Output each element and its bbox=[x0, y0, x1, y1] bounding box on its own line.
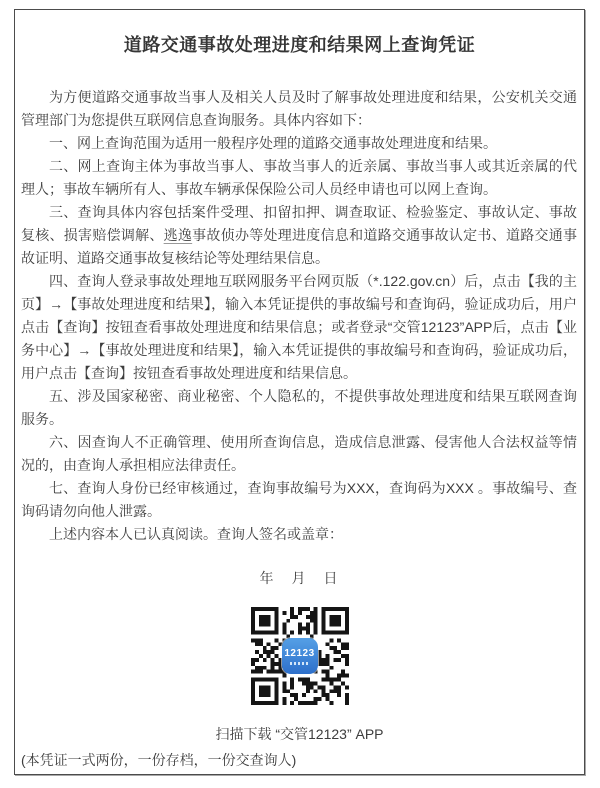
item-3-text-post: 事故侦办等处理进度信息和道路交通事故认定书、道路交通事故证明、道路交通事故复核结论等处理结果信息。 bbox=[21, 227, 578, 266]
item-3-underlined-word: 逃逸 bbox=[163, 227, 193, 243]
app-logo-text: 12123 bbox=[284, 647, 315, 659]
qr-caption: 扫描下载 “交管12123” APP bbox=[215, 726, 384, 742]
qr-section bbox=[15, 607, 584, 744]
certificate-sheet bbox=[14, 9, 585, 775]
closing-signature-line: 上述内容本人已认真阅读。查询人签名或盖章： bbox=[49, 526, 343, 542]
item-1-scope: 一、网上查询范围为适用一般程序处理的道路交通事故处理进度和结果。 bbox=[49, 135, 497, 151]
item-3-text-pre: 三、查询具体内容包括案件受理、扣留扣押、调查取证、检验鉴定、事故认定、事故复核、损害赔偿调解、 bbox=[21, 204, 577, 243]
footer-note: (本凭证一式两份，一份存档，一份交查询人) bbox=[21, 752, 297, 768]
date-line: 年 月 日 bbox=[259, 570, 340, 586]
item-2-subjects: 二、网上查询主体为事故当事人、事故当事人的近亲属、事故当事人或其近亲属的代理人；事故车辆所有人、事故车辆承保保险公司人员经申请也可以网上查询。 bbox=[21, 158, 577, 197]
app-logo-subtext-marks bbox=[290, 662, 310, 665]
item-6-liability: 六、因查询人不正确管理、使用所查询信息，造成信息泄露、侵害他人合法权益等情况的，由查询人承担相应法律责任。 bbox=[21, 434, 577, 473]
item-5-secrets: 五、涉及国家秘密、商业秘密、个人隐私的，不提供事故处理进度和结果互联网查询服务。 bbox=[21, 388, 577, 427]
page-title: 道路交通事故处理进度和结果网上查询凭证 bbox=[123, 35, 476, 55]
certificate-body bbox=[21, 86, 577, 546]
jiaoguan-12123-app-logo bbox=[282, 638, 318, 674]
item-7-codes: 七、查询人身份已经审核通过，查询事故编号为XXX，查询码为XXX 。事故编号、查询码请勿向他人泄露。 bbox=[21, 480, 577, 519]
qr-code bbox=[251, 607, 349, 705]
item-3-contents bbox=[21, 201, 577, 270]
intro-paragraph: 为方便道路交通事故当事人及相关人员及时了解事故处理进度和结果，公安机关交通管理部门为您提供互联网信息查询服务。具体内容如下： bbox=[21, 89, 577, 128]
item-4-howto: 四、查询人登录事故处理地互联网服务平台网页版（*.122.gov.cn）后，点击【我的主页】→【事故处理进度和结果】，输入本凭证提供的事故编号和查询码，验证成功后，用户点击【查询】按钮查看事故处理进度和结果信息；或者登录“交管12123”APP后，点击【业务中心】→【事故处理进度和结果】，输入本凭证提供的事故编号和查询码，验证成功后，用户点击【查询】按钮查看事故处理进度和结果信息。 bbox=[21, 273, 577, 381]
